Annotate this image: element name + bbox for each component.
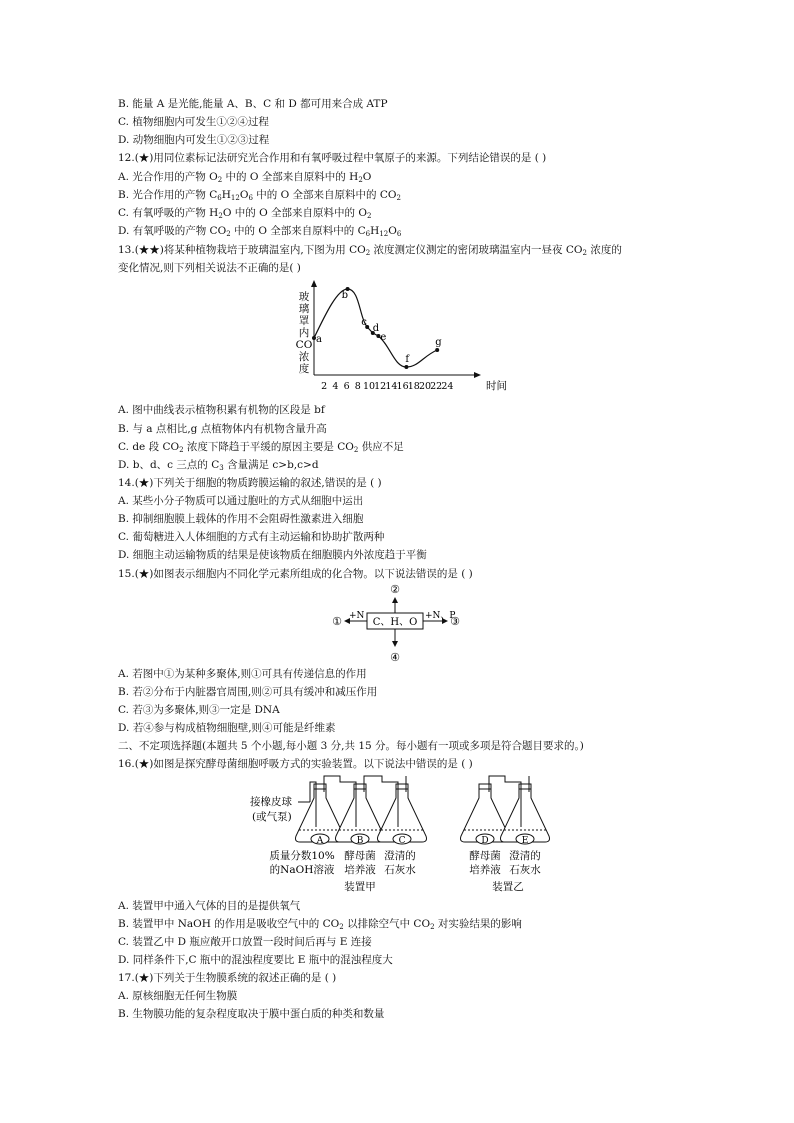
- q13-option-c: C. de 段 $CO_2$ 浓度下降趋于平缓的原因主要是 $CO_2$ 供应不足: [118, 441, 404, 454]
- svg-text:D: D: [481, 836, 489, 846]
- node-3: ③: [450, 615, 460, 628]
- bottle-c: [378, 784, 427, 846]
- svg-text:浓: 浓: [298, 351, 310, 363]
- q13-option-a: A. 图中曲线表示植物积累有机物的区段是 bf: [118, 404, 325, 416]
- q14-option-d: D. 细胞主动运输物质的结果是使该物质在细胞膜内外浓度趋于平衡: [118, 549, 427, 561]
- x-tick-24: 24: [441, 381, 454, 392]
- q17-stem: 17.(★)下列关于生物膜系统的叙述正确的是 ( ): [118, 972, 337, 984]
- q14-stem: 14.(★)下列关于细胞的物质跨膜运输的叙述,错误的是 ( ): [118, 477, 382, 489]
- d-desc-2: 培养液: [469, 864, 501, 876]
- x-tick-14: 14: [385, 381, 398, 392]
- q11-option-d: D. 动物细胞内可发生①②③过程: [118, 134, 270, 146]
- node-4: ④: [390, 651, 400, 664]
- q15-stem: 15.(★)如图表示细胞内不同化学元素所组成的化合物。以下说法错误的是 ( ): [118, 568, 473, 580]
- x-tick-labels: [321, 381, 453, 392]
- q11-option-b: B. 能量 A 是光能,能量 A、B、C 和 D 都可用来合成 ATP: [118, 98, 388, 110]
- e-desc-2: 石灰水: [509, 864, 541, 876]
- x-tick-18: 18: [407, 381, 420, 392]
- setup-yi-label: 装置乙: [492, 881, 524, 893]
- q16-option-b: B. 装置甲中 NaOH 的作用是吸收空气中的 $CO_2$ 以排除空气中 $CO_2$ 对实验结果的影响: [118, 918, 522, 931]
- point-label-d: d: [372, 323, 380, 334]
- q16-option-d: D. 同样条件下,C 瓶中的混浊程度要比 E 瓶中的混浊程度大: [118, 954, 393, 966]
- q17-option-b: B. 生物膜功能的复杂程度取决于膜中蛋白质的种类和数量: [118, 1008, 385, 1020]
- x-tick-8: 8: [354, 381, 361, 392]
- point-label-e: e: [380, 332, 387, 343]
- q13-option-d: D. b、d、c 三点的 $C_3$ 含量满足 c>b,c>d: [118, 459, 319, 472]
- q12-option-a: A. 光合作用的产物 $O_2$ 中的 O 全部来自原料中的 $H_2O$: [118, 171, 372, 184]
- compound-element-diagram: [325, 580, 475, 665]
- node-1: ①: [332, 615, 342, 628]
- q16-stem: 16.(★)如图是探究酵母菌细胞呼吸方式的实验装置。以下说法中错误的是 ( ): [118, 758, 473, 770]
- point-label-c: c: [361, 317, 367, 328]
- point-label-a: a: [316, 334, 322, 345]
- q14-option-a: A. 某些小分子物质可以通过胞吐的方式从细胞中运出: [118, 495, 364, 507]
- point-g: [435, 348, 439, 352]
- point-f: [404, 365, 408, 369]
- yeast-respiration-apparatus: [240, 772, 570, 894]
- q16-option-c: C. 装置乙中 D 瓶应敞开口放置一段时间后再与 E 连接: [118, 936, 372, 948]
- svg-text:罩: 罩: [298, 315, 310, 327]
- q13-stem-1: 13.(★★)将某种植物栽培于玻璃温室内,下图为用 $CO_2$ 浓度测定仪测定的密闭玻璃温室内一昼夜 $CO_2$ 浓度的: [118, 244, 622, 257]
- c-desc-1: 澄清的: [384, 850, 416, 862]
- q15-option-c: C. 若③为多聚体,则③一定是 DNA: [118, 704, 280, 716]
- e-desc-1: 澄清的: [509, 850, 541, 862]
- q12-option-c: C. 有氧呼吸的产物 $H_2O$ 中的 O 全部来自原料中的 $O_2$: [118, 207, 372, 220]
- q14-option-c: C. 葡萄糖进入人体细胞的方式有主动运输和协助扩散两种: [118, 531, 385, 543]
- point-label-f: f: [405, 354, 410, 365]
- q13-option-b: B. 与 a 点相比,g 点植物体内有机物含量升高: [118, 423, 327, 435]
- q13-stem-2: 变化情况,则下列相关说法不正确的是( ): [118, 262, 301, 274]
- a-desc-1: 质量分数10%: [269, 850, 335, 862]
- left-arrow-label: +N: [349, 611, 365, 621]
- bottle-b: [336, 784, 385, 846]
- y-axis-label: [296, 290, 313, 375]
- x-tick-20: 20: [418, 381, 432, 392]
- x-tick-2: 2: [321, 381, 328, 392]
- section-2-heading: 二、不定项选择题(本题共 5 个小题,每小题 3 分,共 15 分。每小题有一项或多项是符合题目要求的。): [118, 740, 584, 752]
- q16-option-a: A. 装置甲中通入气体的目的是提供氧气: [118, 900, 301, 912]
- q17-option-a: A. 原核细胞无任何生物膜: [118, 990, 238, 1002]
- q14-option-b: B. 抑制细胞膜上载体的作用不会阻碍性激素进入细胞: [118, 513, 364, 525]
- q12-option-d: D. 有氧呼吸的产物 $CO_2$ 中的 O 全部来自原料中的 $C_6H_{12}O_6$: [118, 225, 402, 238]
- node-2: ②: [390, 583, 400, 596]
- pump-label-1: 接橡皮球: [250, 796, 292, 808]
- x-tick-16: 16: [396, 381, 409, 392]
- q12-stem: 12.(★)用同位素标记法研究光合作用和有氧呼吸过程中氧原子的来源。下列结论错误的是 ( ): [118, 152, 547, 164]
- point-label-b: b: [341, 290, 349, 301]
- svg-text:C: C: [398, 836, 406, 846]
- a-desc-2: 的NaOH溶液: [269, 864, 335, 876]
- b-desc-2: 培养液: [344, 864, 376, 876]
- right-arrow-label: +N、P: [425, 611, 456, 621]
- x-tick-4: 4: [332, 381, 339, 392]
- point-label-g: g: [435, 337, 442, 348]
- x-tick-22: 22: [430, 381, 443, 392]
- svg-text:玻: 玻: [298, 291, 310, 303]
- svg-text:A: A: [316, 836, 324, 846]
- x-axis-label: 时间: [486, 380, 507, 392]
- svg-text:B: B: [356, 836, 364, 846]
- svg-text:E: E: [521, 836, 529, 846]
- svg-text:度: 度: [298, 363, 310, 375]
- x-tick-6: 6: [343, 381, 350, 392]
- svg-text:CO: CO: [295, 339, 313, 351]
- b-desc-1: 酵母菌: [344, 850, 376, 862]
- q15-option-d: D. 若④参与构成植物细胞壁,则④可能是纤维素: [118, 722, 336, 734]
- x-tick-12: 12: [374, 381, 387, 392]
- co2-concentration-chart: [290, 278, 510, 398]
- center-label: C、H、O: [372, 617, 418, 628]
- q15-option-b: B. 若②分布于内脏器官周围,则②可具有缓冲和减压作用: [118, 686, 378, 698]
- svg-text:内: 内: [298, 327, 310, 339]
- q11-option-c: C. 植物细胞内可发生①②④过程: [118, 116, 269, 128]
- c-desc-2: 石灰水: [384, 864, 416, 876]
- x-tick-10: 10: [362, 381, 376, 392]
- d-desc-1: 酵母菌: [469, 850, 501, 862]
- pump-label-2: (或气泵): [252, 811, 292, 823]
- q15-option-a: A. 若图中①为某种多聚体,则①可具有传递信息的作用: [118, 668, 367, 680]
- bottle-e: [501, 784, 550, 846]
- svg-text:璃: 璃: [298, 303, 310, 315]
- q12-option-b: B. 光合作用的产物 $C_6H_{12}O_6$ 中的 O 全部来自原料中的 $CO_2$: [118, 189, 401, 202]
- setup-jia-label: 装置甲: [344, 881, 376, 893]
